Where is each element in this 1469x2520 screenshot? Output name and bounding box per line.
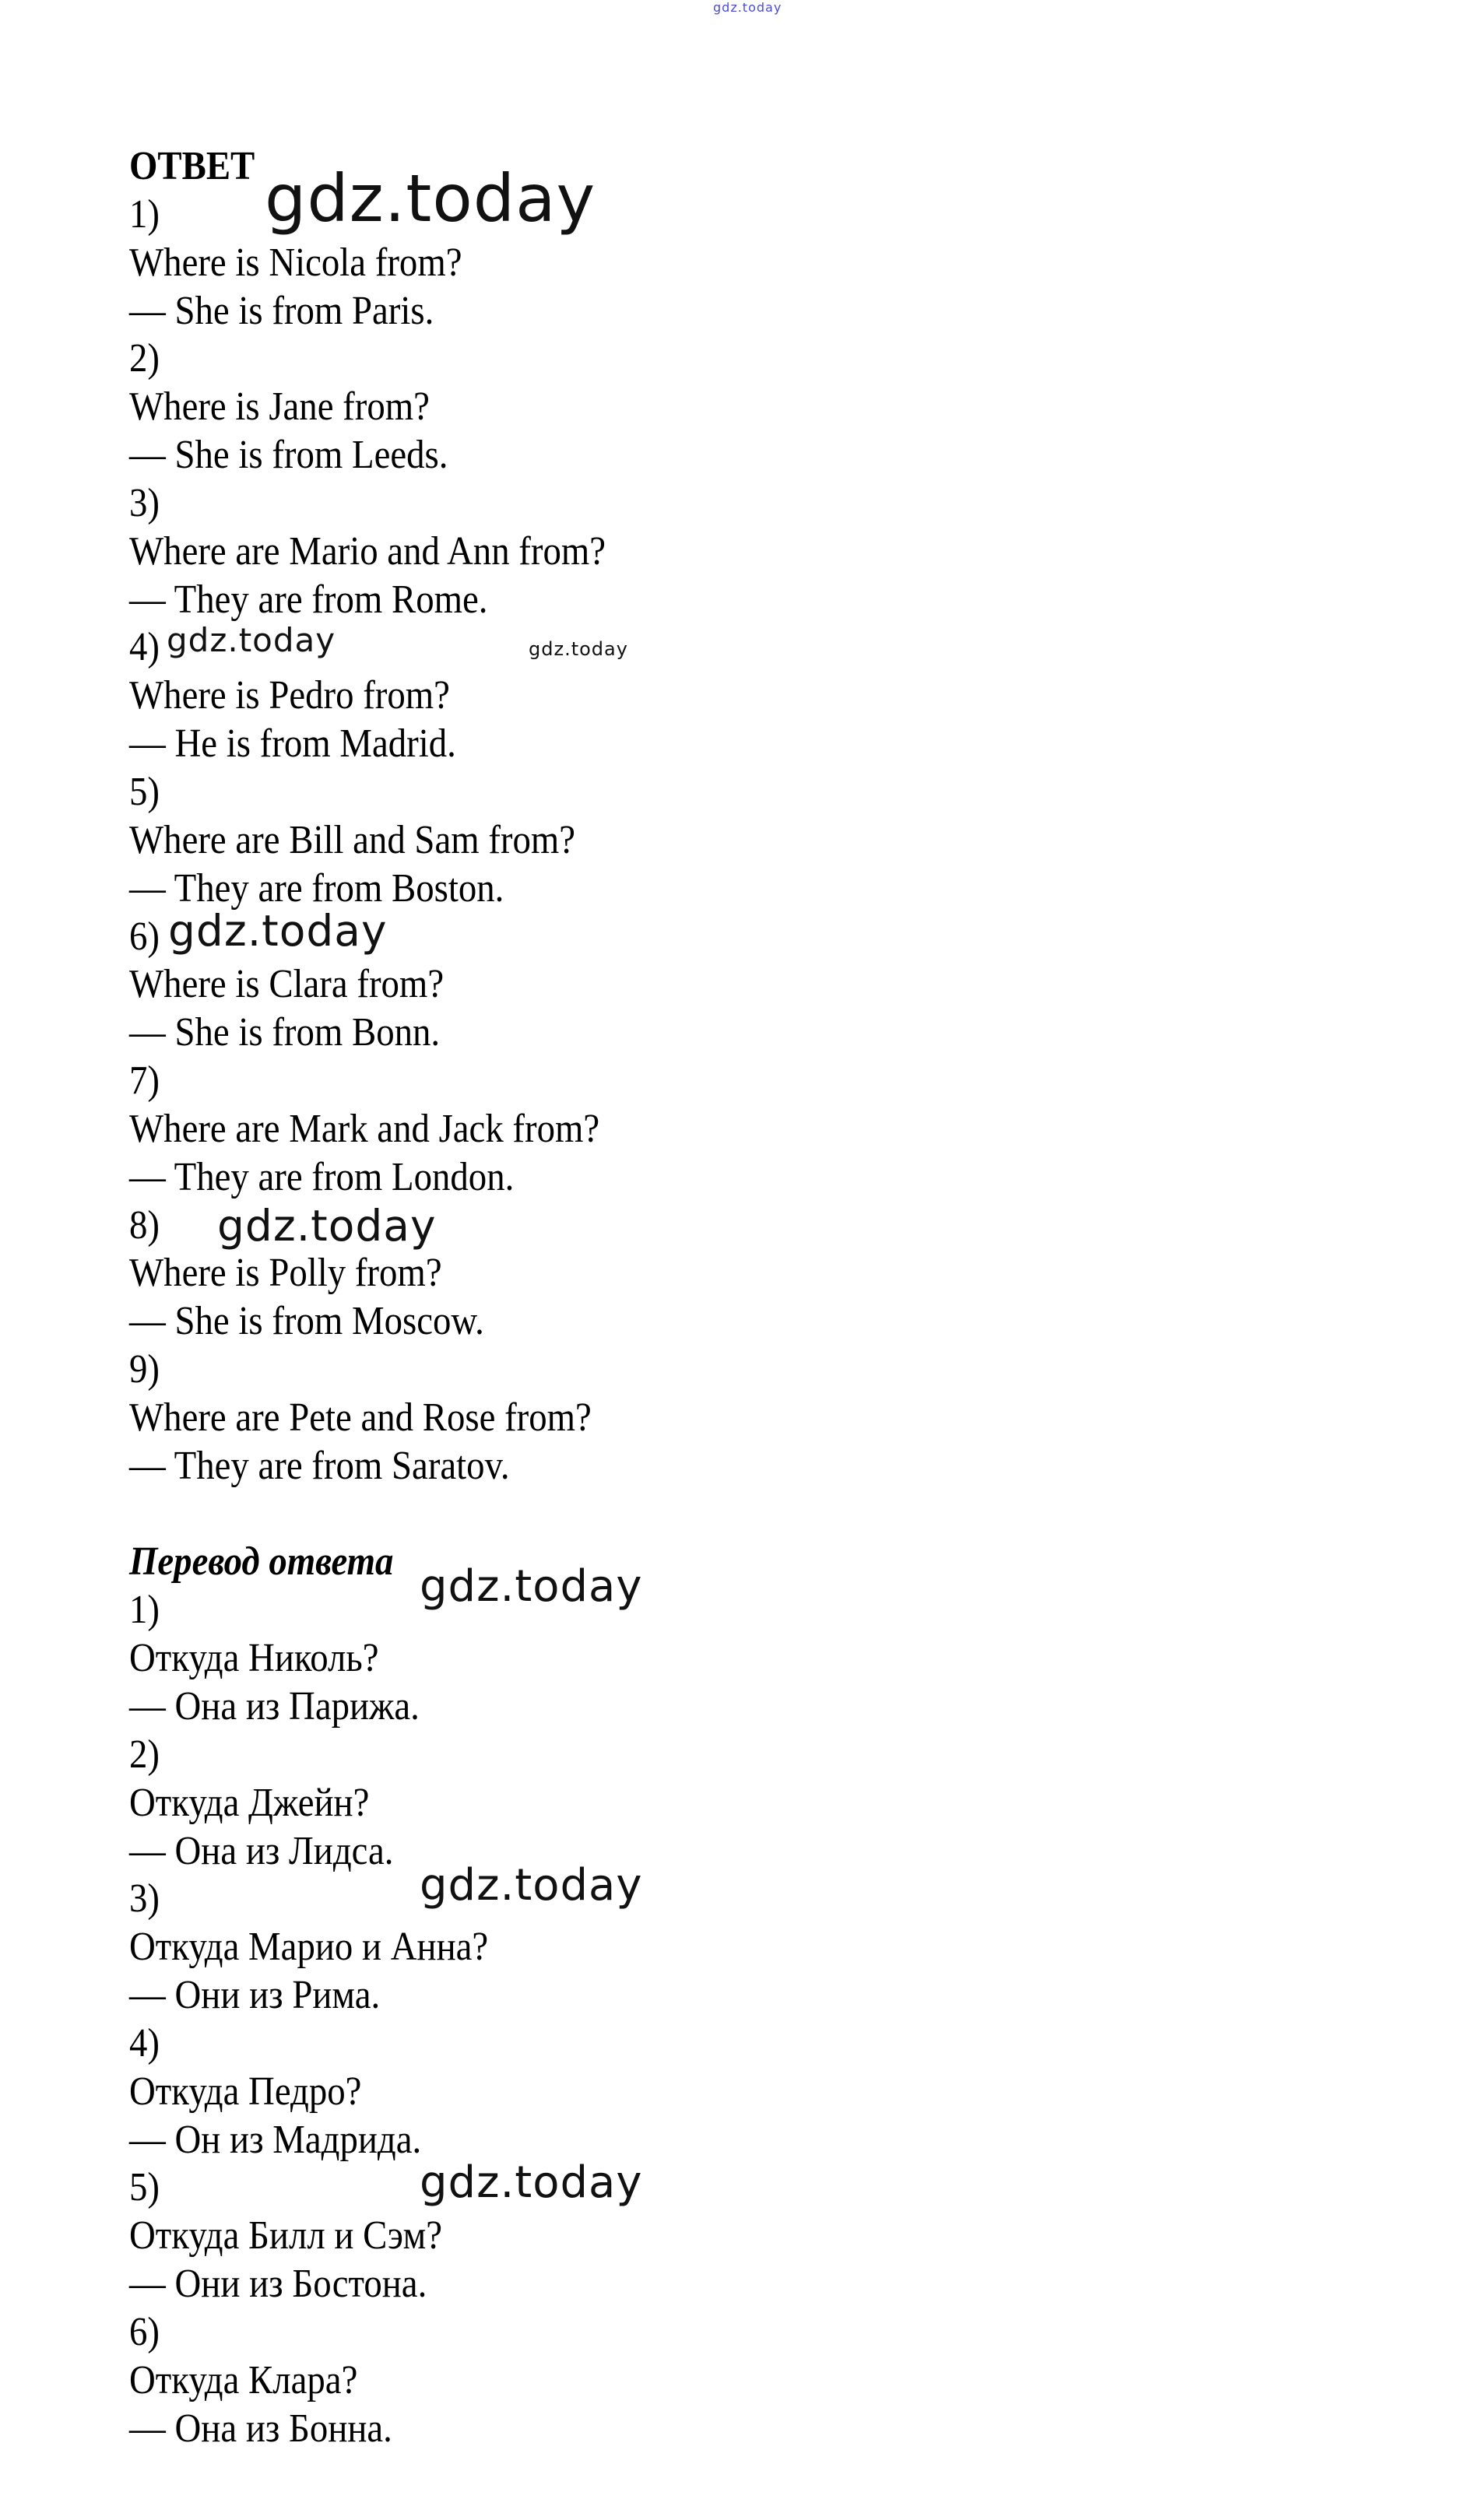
answer-text: — Он из Мадрида. bbox=[129, 2117, 422, 2162]
question-text: Where is Polly from? bbox=[129, 1251, 442, 1296]
item-number: 4) bbox=[129, 2020, 160, 2065]
translation-list bbox=[129, 1586, 659, 2452]
document-body bbox=[129, 142, 659, 2453]
answer-heading: ОТВЕТ bbox=[129, 144, 255, 188]
question-text: Where are Bill and Sam from? bbox=[129, 817, 576, 862]
item-number: 6) bbox=[129, 2309, 160, 2354]
question-text: Откуда Джейн? bbox=[129, 1780, 370, 1825]
answer-text: — Она из Бонна. bbox=[129, 2406, 392, 2451]
watermark: gdz.today bbox=[420, 2157, 643, 2208]
item-number: 7) bbox=[129, 1058, 160, 1104]
item-number: 1) bbox=[129, 1588, 160, 1633]
answer-list bbox=[129, 191, 659, 1490]
watermark: gdz.today bbox=[265, 160, 596, 237]
translation-heading: Перевод ответа bbox=[129, 1539, 394, 1585]
answer-text: — Они из Рима. bbox=[129, 1973, 381, 2018]
watermark: gdz.today bbox=[529, 638, 628, 660]
question-text: Откуда Клара? bbox=[129, 2357, 358, 2402]
item-number: 5) bbox=[129, 769, 160, 814]
watermark: gdz.today bbox=[420, 1860, 643, 1911]
item-number: 3) bbox=[129, 1876, 160, 1922]
answer-text: — Они из Бостона. bbox=[129, 2262, 427, 2307]
item-number: 9) bbox=[129, 1347, 160, 1392]
item-number: 2) bbox=[129, 1732, 160, 1777]
answer-text: — She is from Bonn. bbox=[129, 1010, 441, 1055]
item-number: 5) bbox=[129, 2165, 160, 2210]
watermark-top[interactable]: gdz.today bbox=[713, 0, 782, 15]
item-number: 4) bbox=[129, 625, 160, 670]
watermark: gdz.today bbox=[168, 906, 388, 956]
question-text: Откуда Николь? bbox=[129, 1636, 379, 1681]
question-text: Откуда Билл и Сэм? bbox=[129, 2213, 442, 2259]
watermark: gdz.today bbox=[217, 1201, 437, 1251]
question-text: Where are Pete and Rose from? bbox=[129, 1395, 592, 1440]
item-number: 8) bbox=[129, 1202, 160, 1248]
answer-text: — Она из Парижа. bbox=[129, 1684, 420, 1729]
qa-item bbox=[129, 768, 659, 913]
qa-item bbox=[129, 1346, 659, 1490]
item-number: 1) bbox=[129, 191, 160, 237]
qa-item bbox=[129, 2308, 659, 2453]
qa-item bbox=[129, 335, 659, 479]
answer-text: — They are from Saratov. bbox=[129, 1443, 510, 1488]
question-text: Откуда Марио и Анна? bbox=[129, 1925, 489, 1970]
question-text: Where are Mario and Ann from? bbox=[129, 528, 606, 574]
qa-item bbox=[129, 1731, 659, 1876]
answer-text: — Она из Лидса. bbox=[129, 1828, 394, 1873]
answer-text: — They are from London. bbox=[129, 1154, 515, 1199]
question-text: Where is Jane from? bbox=[129, 384, 430, 430]
answer-text: — She is from Leeds. bbox=[129, 433, 448, 478]
answer-text: — She is from Paris. bbox=[129, 288, 434, 333]
question-text: Where is Clara from? bbox=[129, 962, 445, 1007]
question-text: Where is Nicola from? bbox=[129, 240, 462, 285]
qa-item bbox=[129, 479, 659, 624]
qa-item bbox=[129, 2020, 659, 2164]
item-number: 6) bbox=[129, 914, 160, 959]
answer-text: — He is from Madrid. bbox=[129, 721, 456, 767]
question-text: Where is Pedro from? bbox=[129, 673, 450, 718]
watermark: gdz.today bbox=[167, 621, 336, 659]
answer-text: — They are from Boston. bbox=[129, 865, 504, 911]
watermark: gdz.today bbox=[420, 1561, 643, 1612]
spacer bbox=[129, 1490, 659, 1539]
item-number: 3) bbox=[129, 480, 160, 525]
question-text: Откуда Педро? bbox=[129, 2069, 362, 2114]
qa-item bbox=[129, 1057, 659, 1202]
question-text: Where are Mark and Jack from? bbox=[129, 1106, 600, 1151]
answer-text: — She is from Moscow. bbox=[129, 1299, 484, 1344]
answer-text: — They are from Rome. bbox=[129, 577, 488, 622]
item-number: 2) bbox=[129, 336, 160, 381]
